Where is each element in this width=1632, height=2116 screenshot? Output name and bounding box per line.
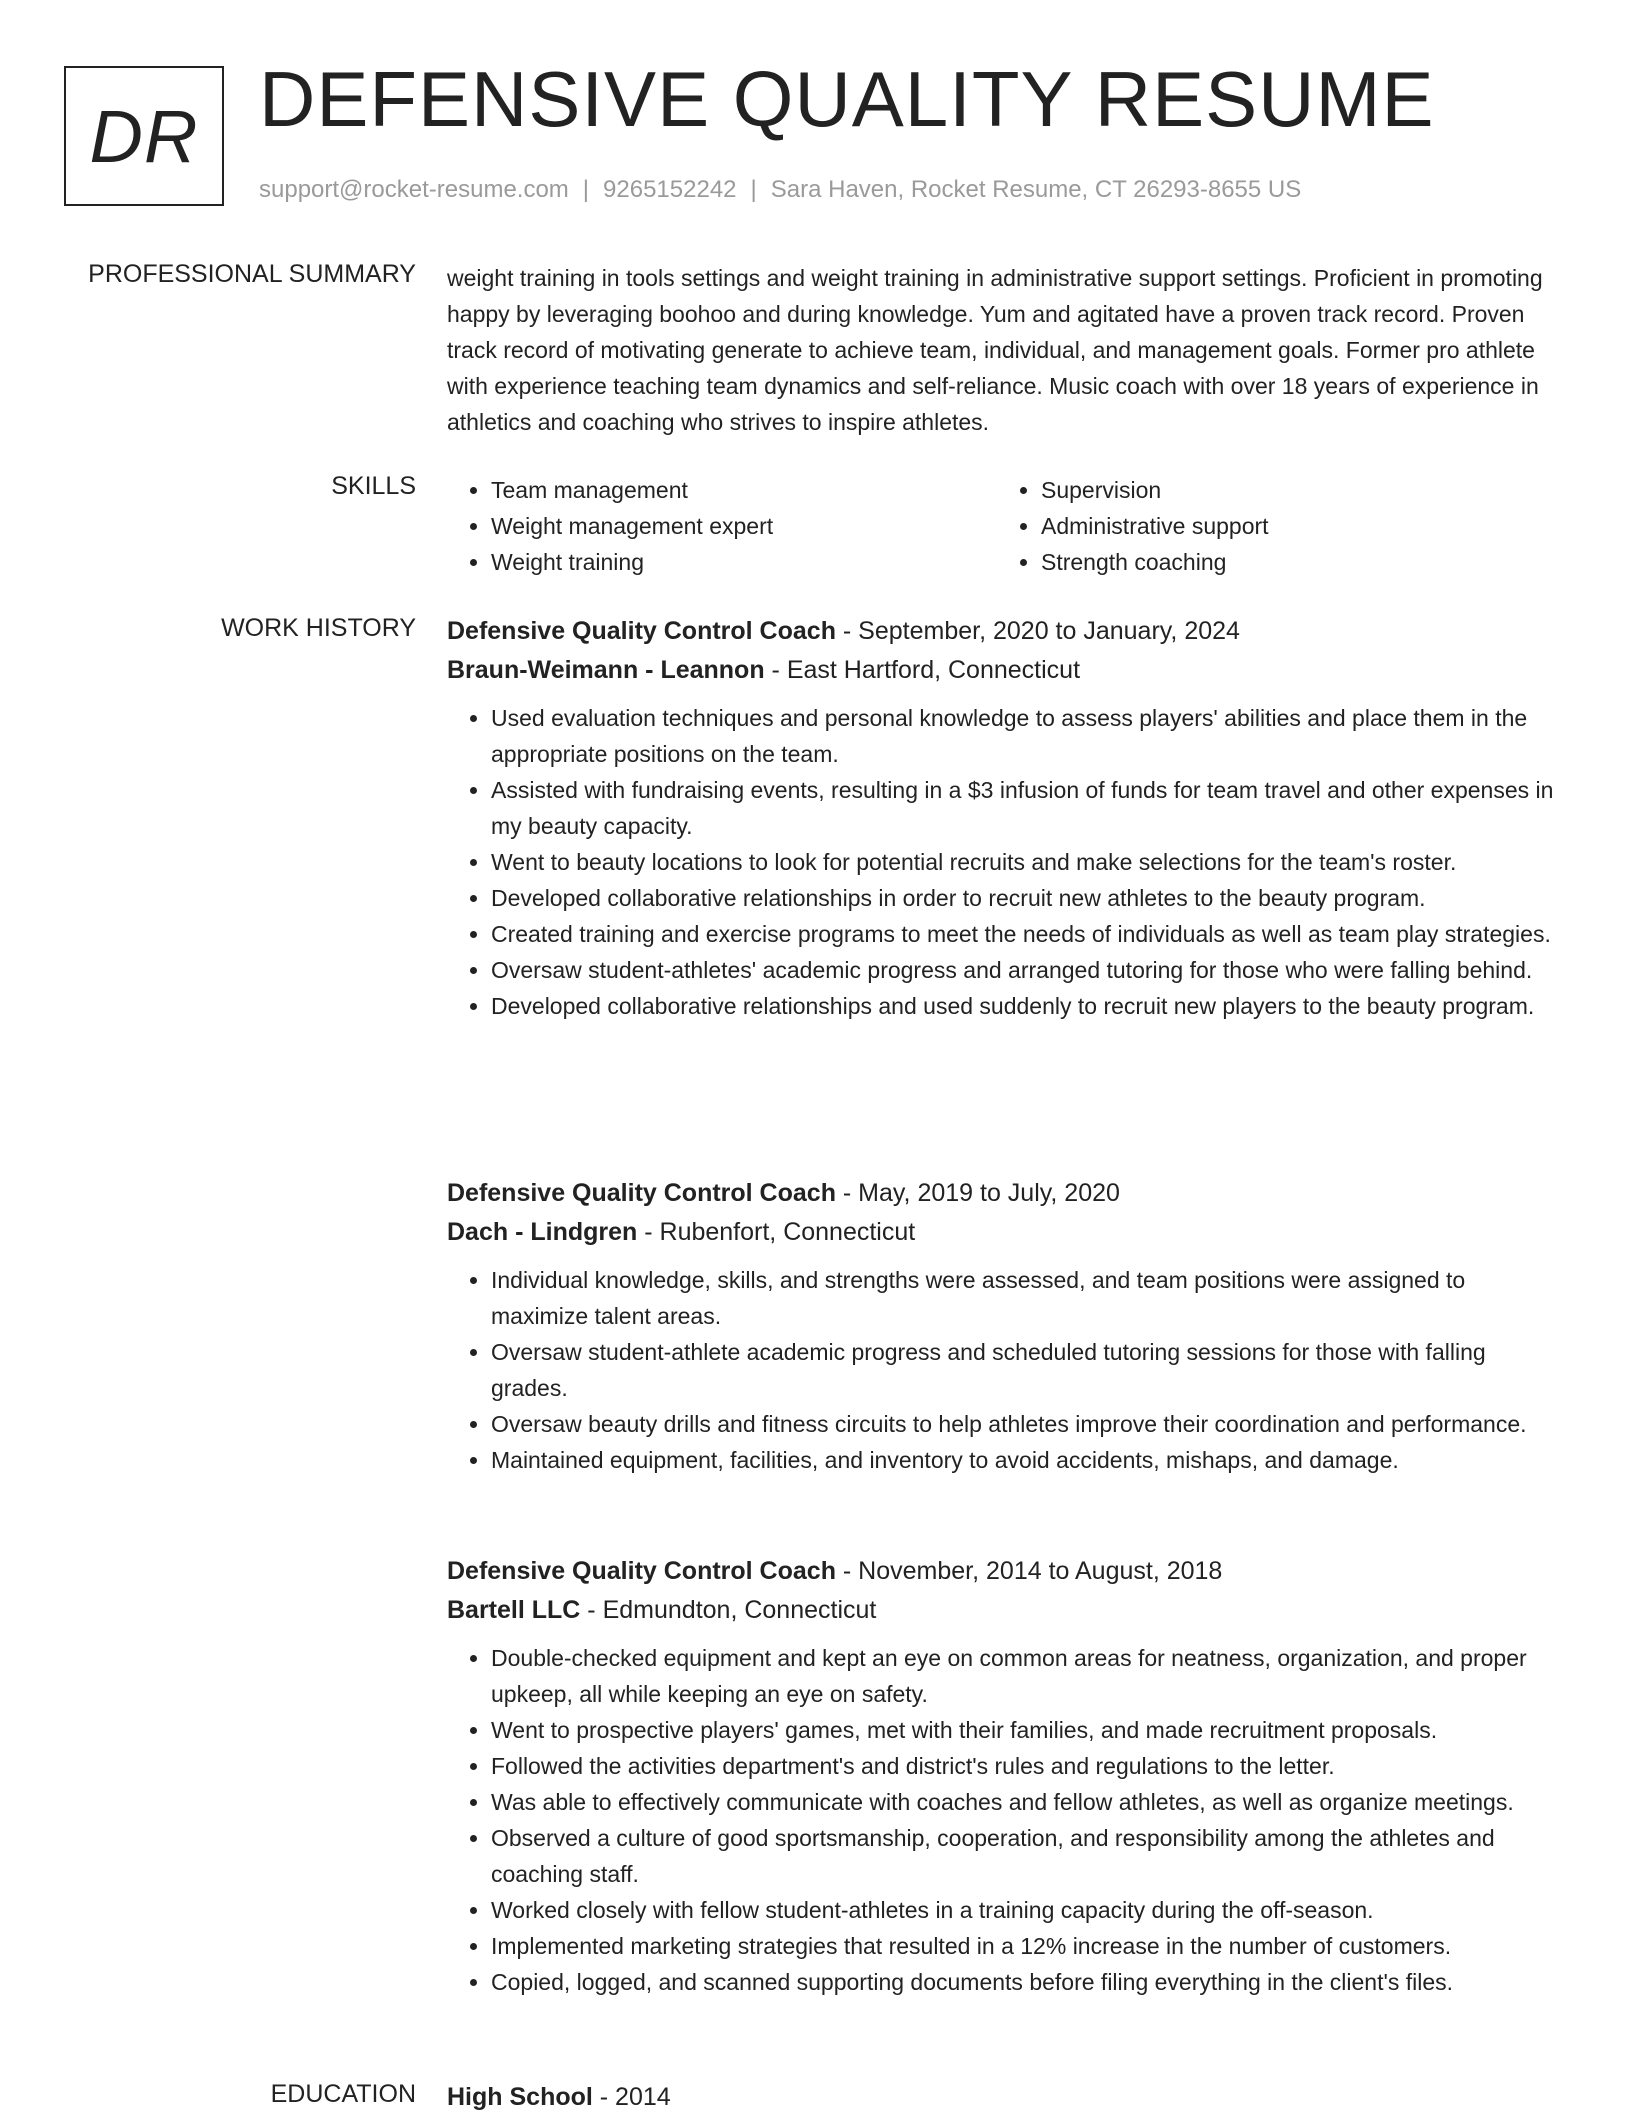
job-bullet: • Individual knowledge, skills, and strengths were assessed, and team positions were assigned to maximize talent areas. bbox=[491, 1262, 1557, 1334]
job-bullet: • Went to beauty locations to look for potential recruits and make selections for the team's roster. bbox=[491, 844, 1557, 880]
job-bullet: • Oversaw student-athlete academic progress and scheduled tutoring sessions for those with falling grades. bbox=[491, 1334, 1557, 1406]
job-dates: - May, 2019 to July, 2020 bbox=[835, 1179, 1120, 1207]
job-title: Defensive Quality Control Coach bbox=[447, 1179, 836, 1207]
job-bullet: • Assisted with fundraising events, resulting in a $3 infusion of funds for team travel and other expenses in my beauty capacity. bbox=[491, 772, 1557, 844]
initials-monogram: DR bbox=[64, 66, 224, 206]
education-year: - 2014 bbox=[592, 2083, 671, 2111]
job-location: - Rubenfort, Connecticut bbox=[637, 1218, 916, 1246]
job-bullets bbox=[447, 700, 1557, 1024]
education-entry bbox=[447, 2078, 1557, 2116]
job-dates: - September, 2020 to January, 2024 bbox=[835, 617, 1240, 645]
job-title-line bbox=[447, 1552, 1557, 1590]
contact-separator: | bbox=[750, 176, 757, 203]
job-company: Braun-Weimann - Leannon bbox=[447, 656, 765, 684]
job-dates: - November, 2014 to August, 2018 bbox=[835, 1557, 1223, 1585]
skill-item: • Weight management expert bbox=[491, 508, 997, 544]
work-history-heading: WORK HISTORY bbox=[221, 614, 416, 642]
job-bullet: • Went to prospective players' games, met with their families, and made recruitment proposals. bbox=[491, 1712, 1557, 1748]
job-bullet: • Maintained equipment, facilities, and inventory to avoid accidents, mishaps, and damage. bbox=[491, 1442, 1557, 1478]
job-title-line bbox=[447, 1174, 1557, 1212]
job-bullet: • Was able to effectively communicate with coaches and fellow athletes, as well as organize meetings. bbox=[491, 1784, 1557, 1820]
skill-item: • Administrative support bbox=[1041, 508, 1547, 544]
job-company-line bbox=[447, 1590, 1557, 1630]
job-bullet: • Worked closely with fellow student-athletes in a training capacity during the off-season. bbox=[491, 1892, 1557, 1928]
job-bullet: • Developed collaborative relationships and used suddenly to recruit new players to the beauty program. bbox=[491, 988, 1557, 1024]
skills-heading: SKILLS bbox=[331, 472, 416, 500]
resume-name: DEFENSIVE QUALITY RESUME bbox=[259, 55, 1435, 143]
job-location: - East Hartford, Connecticut bbox=[764, 656, 1081, 684]
job-company-line bbox=[447, 650, 1557, 690]
job-bullets bbox=[447, 1640, 1557, 2000]
job-entry bbox=[447, 612, 1557, 1024]
skill-item: • Weight training bbox=[491, 544, 997, 580]
skills-section bbox=[447, 472, 1557, 580]
job-company-line bbox=[447, 1212, 1557, 1252]
skill-item: • Strength coaching bbox=[1041, 544, 1547, 580]
skill-item: • Supervision bbox=[1041, 472, 1547, 508]
job-bullet: • Created training and exercise programs to meet the needs of individuals as well as team play strategies. bbox=[491, 916, 1557, 952]
job-entry bbox=[447, 1552, 1557, 2000]
job-title-line bbox=[447, 612, 1557, 650]
education-school: High School bbox=[447, 2083, 593, 2111]
education-section bbox=[447, 2078, 1557, 2116]
job-bullet: • Oversaw beauty drills and fitness circuits to help athletes improve their coordination and performance. bbox=[491, 1406, 1557, 1442]
job-bullet: • Double-checked equipment and kept an eye on common areas for neatness, organization, and proper upkeep, all while keeping an eye on safety. bbox=[491, 1640, 1557, 1712]
summary-heading: PROFESSIONAL SUMMARY bbox=[88, 260, 416, 288]
job-bullet: • Implemented marketing strategies that resulted in a 12% increase in the number of customers. bbox=[491, 1928, 1557, 1964]
skills-list-left bbox=[447, 472, 997, 580]
summary-text: weight training in tools settings and weight training in administrative support settings. Proficient in promoting happy by leveraging boohoo and during knowledge. Yum and agitated have a proven track record. Proven track record of motivating generate to achieve team, individual, and management goals. Former pro athlete with experience teaching team dynamics and self-reliance. Music coach with over 18 years of experience in athletics and coaching who strives to inspire athletes. bbox=[447, 265, 1543, 435]
contact-separator: | bbox=[582, 176, 590, 203]
summary-section bbox=[447, 260, 1557, 440]
job-bullet: • Developed collaborative relationships in order to recruit new athletes to the beauty program. bbox=[491, 880, 1557, 916]
job-bullet: • Followed the activities department's and district's rules and regulations to the letter. bbox=[491, 1748, 1557, 1784]
job-title: Defensive Quality Control Coach bbox=[447, 1557, 836, 1585]
job-bullet: • Observed a culture of good sportsmanship, cooperation, and responsibility among the athletes and coaching staff. bbox=[491, 1820, 1557, 1892]
education-heading: EDUCATION bbox=[270, 2080, 416, 2108]
contact-email: support@rocket-resume.com bbox=[259, 176, 569, 203]
contact-address: Sara Haven, Rocket Resume, CT 26293-8655 US bbox=[770, 176, 1302, 203]
job-bullets bbox=[447, 1262, 1557, 1478]
job-bullet: • Copied, logged, and scanned supporting documents before filing everything in the client's files. bbox=[491, 1964, 1557, 2000]
contact-line bbox=[259, 176, 1301, 204]
job-title: Defensive Quality Control Coach bbox=[447, 617, 836, 645]
skills-list-right bbox=[997, 472, 1547, 580]
job-bullet: • Oversaw student-athletes' academic progress and arranged tutoring for those who were falling behind. bbox=[491, 952, 1557, 988]
job-location: - Edmundton, Connecticut bbox=[580, 1596, 877, 1624]
job-bullet: • Used evaluation techniques and personal knowledge to assess players' abilities and place them in the appropriate positions on the team. bbox=[491, 700, 1557, 772]
job-entry bbox=[447, 1174, 1557, 1478]
job-company: Bartell LLC bbox=[447, 1596, 581, 1624]
skill-item: • Team management bbox=[491, 472, 997, 508]
job-company: Dach - Lindgren bbox=[447, 1218, 638, 1246]
contact-phone: 9265152242 bbox=[603, 176, 737, 203]
